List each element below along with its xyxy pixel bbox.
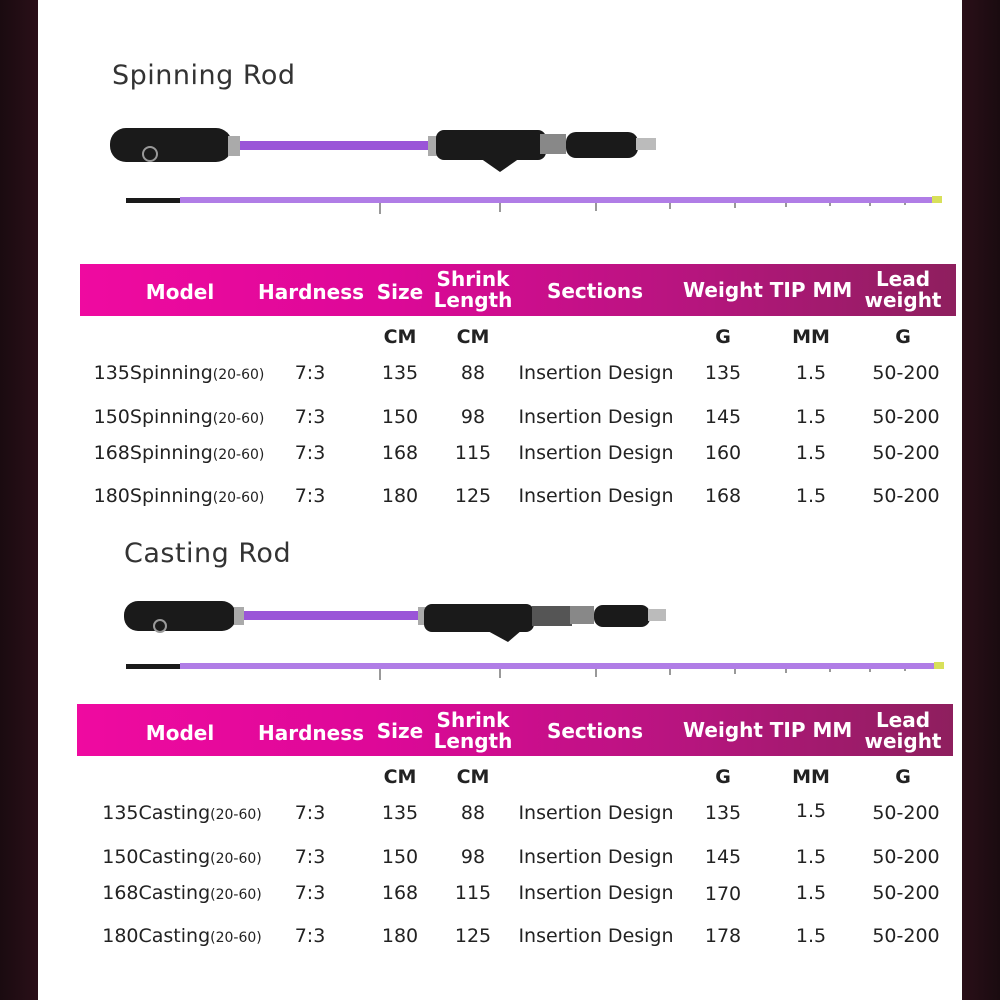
header-sections: Sections [546,719,644,743]
header-size: Size [376,719,424,743]
row-shrink: 88 [460,362,486,384]
row-model: 150Casting(20-60) [102,846,262,868]
row-size: 150 [381,406,419,428]
row-weight: 145 [704,406,742,428]
row-shrink: 98 [460,406,486,428]
row-model: 135Casting(20-60) [102,802,262,824]
row-hardness: 7:3 [294,406,326,428]
row-shrink: 98 [460,846,486,868]
row-sections: Insertion Design [518,406,674,428]
row-tip: 1.5 [795,485,827,507]
row-shrink: 125 [454,485,492,507]
unit-tip: MM [792,766,830,788]
row-weight: 170 [704,883,742,905]
header-tip: TIP MM [769,278,853,302]
row-lead: 50-200 [872,846,940,868]
header-lead-1: Lead [875,267,931,291]
row-size: 180 [381,925,419,947]
row-shrink: 115 [454,882,492,904]
row-weight: 135 [704,362,742,384]
unit-shrink: CM [456,766,490,788]
row-weight: 160 [704,442,742,464]
header-shrink-1: Shrink [436,708,510,732]
unit-size: CM [383,766,417,788]
header-shrink-2: Length [433,729,513,753]
row-shrink: 88 [460,802,486,824]
row-hardness: 7:3 [294,485,326,507]
row-sections: Insertion Design [518,442,674,464]
spinning-title: Spinning Rod [112,60,296,91]
row-shrink: 125 [454,925,492,947]
row-tip: 1.5 [795,362,827,384]
unit-size: CM [383,326,417,348]
row-lead: 50-200 [872,925,940,947]
row-lead: 50-200 [872,406,940,428]
header-lead-1: Lead [875,708,931,732]
row-size: 168 [381,882,419,904]
header-model: Model [145,280,215,304]
row-lead: 50-200 [872,362,940,384]
header-weight: Weight [683,718,763,742]
header-shrink-2: Length [433,288,513,312]
row-size: 168 [381,442,419,464]
row-model: 168Spinning(20-60) [93,442,265,464]
row-hardness: 7:3 [294,362,326,384]
casting-title: Casting Rod [124,538,292,569]
row-sections: Insertion Design [518,362,674,384]
row-sections: Insertion Design [518,846,674,868]
row-hardness: 7:3 [294,882,326,904]
row-tip: 1.5 [795,406,827,428]
row-sections: Insertion Design [518,485,674,507]
unit-lead: G [895,326,911,348]
header-lead-2: weight [864,729,942,753]
header-model: Model [145,721,215,745]
row-lead: 50-200 [872,485,940,507]
header-sections: Sections [546,279,644,303]
row-tip: 1.5 [795,846,827,868]
row-size: 135 [381,802,419,824]
row-lead: 50-200 [872,442,940,464]
row-weight: 178 [704,925,742,947]
row-size: 150 [381,846,419,868]
row-model: 150Spinning(20-60) [93,406,265,428]
unit-shrink: CM [456,326,490,348]
unit-tip: MM [792,326,830,348]
row-size: 135 [381,362,419,384]
header-weight: Weight [683,278,763,302]
row-hardness: 7:3 [294,925,326,947]
row-lead: 50-200 [872,802,940,824]
row-model: 180Spinning(20-60) [93,485,265,507]
row-tip: 1.5 [795,800,827,822]
row-weight: 145 [704,846,742,868]
row-tip: 1.5 [795,925,827,947]
header-lead-2: weight [864,288,942,312]
row-size: 180 [381,485,419,507]
header-hardness: Hardness [257,280,365,304]
row-weight: 168 [704,485,742,507]
row-lead: 50-200 [872,882,940,904]
row-hardness: 7:3 [294,802,326,824]
row-weight: 135 [704,802,742,824]
row-hardness: 7:3 [294,442,326,464]
row-hardness: 7:3 [294,846,326,868]
row-tip: 1.5 [795,442,827,464]
row-model: 180Casting(20-60) [102,925,262,947]
unit-weight: G [715,766,731,788]
unit-lead: G [895,766,911,788]
unit-weight: G [715,326,731,348]
row-shrink: 115 [454,442,492,464]
header-tip: TIP MM [769,718,853,742]
row-model: 168Casting(20-60) [102,882,262,904]
header-size: Size [376,280,424,304]
header-hardness: Hardness [257,721,365,745]
row-sections: Insertion Design [518,925,674,947]
row-model: 135Spinning(20-60) [93,362,265,384]
row-tip: 1.5 [795,882,827,904]
row-sections: Insertion Design [518,802,674,824]
row-sections: Insertion Design [518,882,674,904]
header-shrink-1: Shrink [436,267,510,291]
